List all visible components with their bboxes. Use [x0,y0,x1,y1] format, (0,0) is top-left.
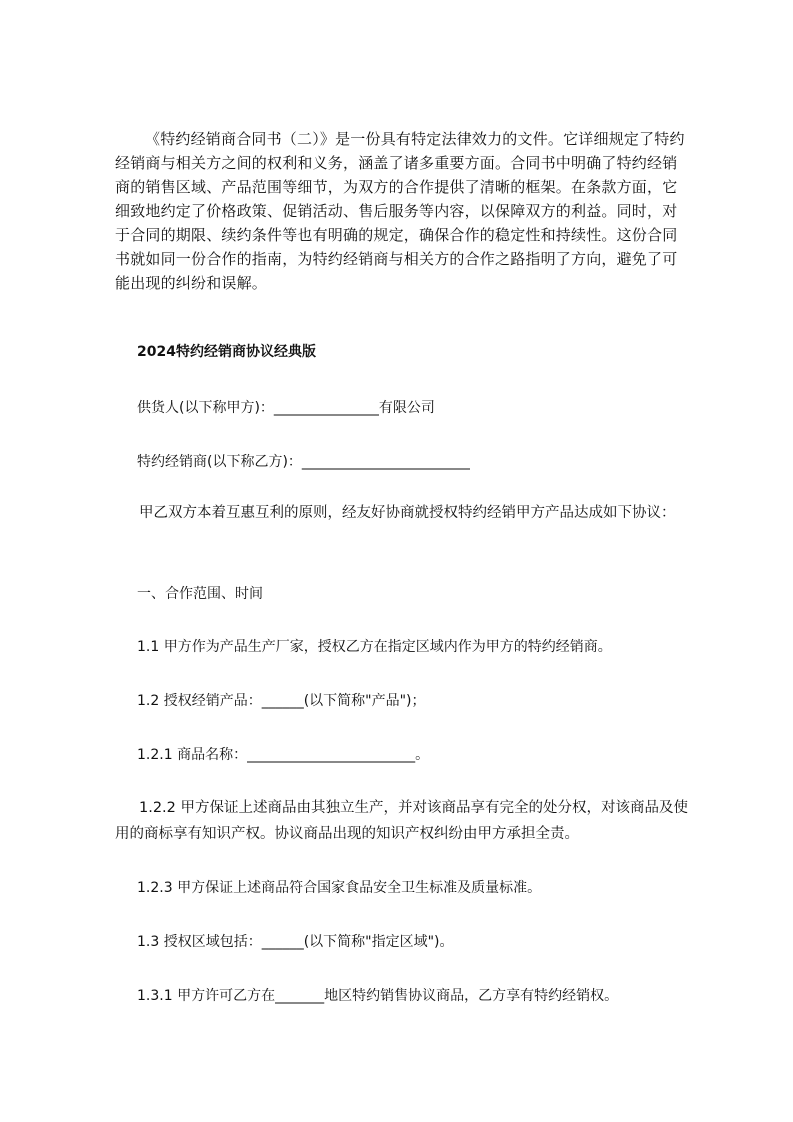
supplier-line: 供货人(以下称甲方)：_______________有限公司 [137,400,435,416]
clause-1-1: 1.1 甲方作为产品生产厂家，授权乙方在指定区域内作为甲方的特约经销商。 [137,639,612,655]
dealer-line: 特约经销商(以下称乙方)：________________________ [137,454,470,470]
section-1-heading: 一、合作范围、时间 [137,586,263,602]
clause-1-3: 1.3 授权区域包括：______(以下简称"指定区域")。 [137,934,454,950]
intro-paragraph: 《特约经销商合同书（二）》是一份具有特定法律效力的文件。它详细规定了特约经销商与相关方之间的权利和义务，涵盖了诸多重要方面。合同书中明确了特约经销商的销售区域、产品范围等细节，为双方的合作提供了清晰的框架。在条款方面，它细致地约定了价格政策、促销活动、售后服务等内容，以保障双方的利益。同时，对于合同的期限、续约条件等也有明确的规定，确保合作的稳定性和持续性。这份合同书就如同一份合作的指南，为特约经销商与相关方的合作之路指明了方向，避免了可能出现的纠纷和误解。 [115,130,685,292]
clause-1-2-1: 1.2.1 商品名称：________________________。 [137,747,430,763]
agreement-title: 2024特约经销商协议经典版 [137,344,316,360]
clause-1-2: 1.2 授权经销产品：______(以下简称"产品")； [137,693,426,709]
clause-1-3-1: 1.3.1 甲方许可乙方在_______地区特约销售协议商品，乙方享有特约经销权。 [137,988,619,1004]
clause-1-2-3: 1.2.3 甲方保证上述商品符合国家食品安全卫生标准及质量标准。 [137,880,542,896]
preamble-paragraph: 甲乙双方本着互惠互利的原则，经友好协商就授权特约经销甲方产品达成如下协议： [139,505,676,521]
clause-1-2-2: 1.2.2 甲方保证上述商品由其独立生产，并对该商品享有完全的处分权，对该商品及使用的商标享有知识产权。协议商品出现的知识产权纠纷由甲方承担全责。 [115,800,689,842]
